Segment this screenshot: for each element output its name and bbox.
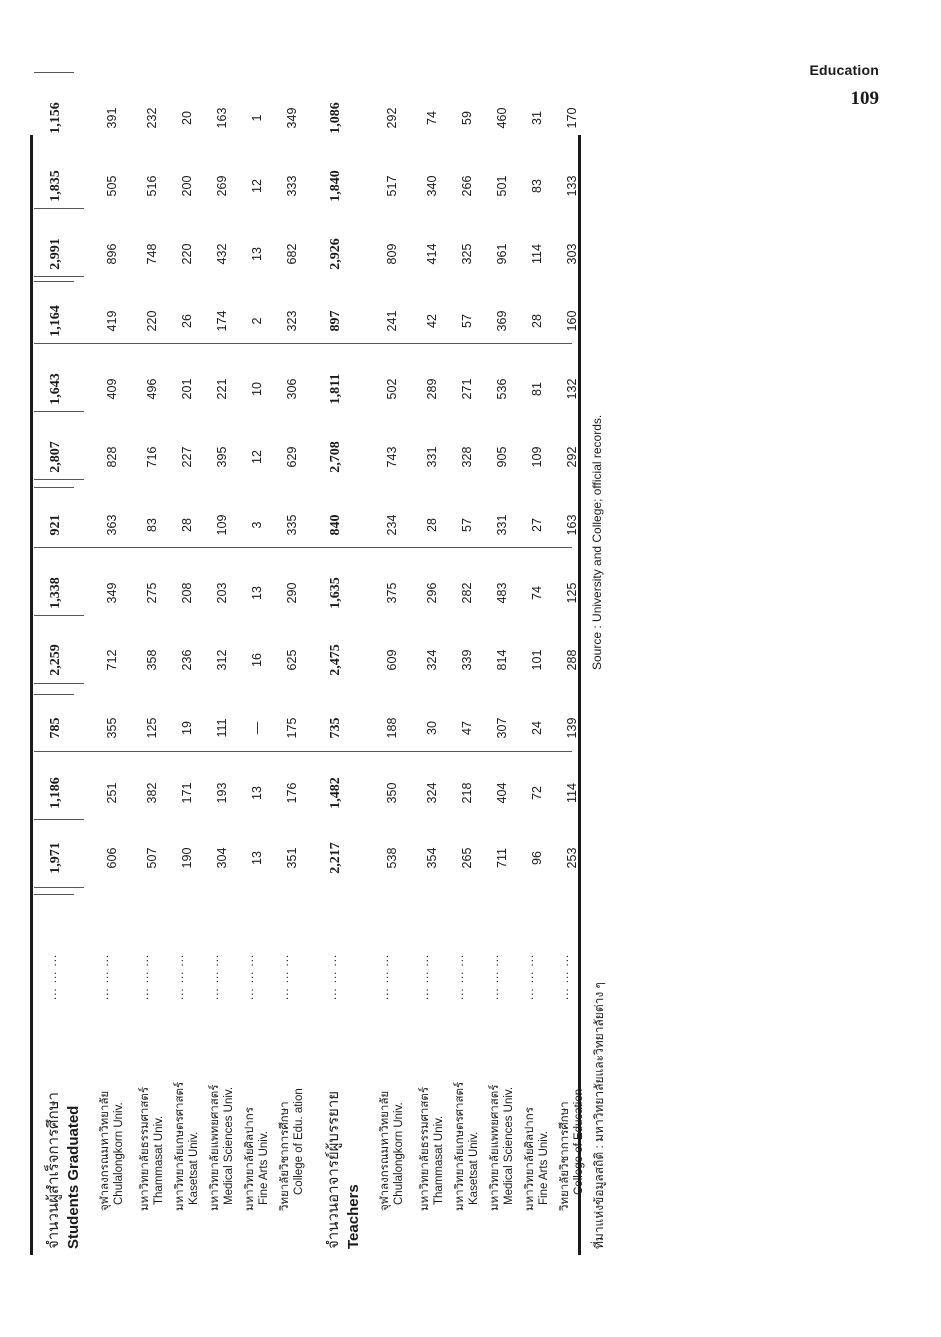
group-total-cell: 2,259 [48,644,63,676]
table-cell: 292 [565,446,579,468]
leader-dots: ... ... ... [559,953,571,1000]
table-cell: 536 [495,378,509,400]
table-cell: 26 [180,314,194,328]
table-cell: 109 [215,514,229,536]
table-cell: 234 [385,514,399,536]
table-cell: 171 [180,782,194,804]
thai-source-footnote: ที่มาแห่งข้อมูลสถิติ : มหาวิทยาลัยและวิทยาลัยต่าง ๆ [592,982,606,1249]
table-cell: 516 [145,175,159,197]
table-cell: 363 [105,514,119,536]
table-cell: 269 [215,175,229,197]
row-label-thai: มหาวิทยาลัยเกษตรศาสตร์ [454,1081,466,1211]
table-cell: 809 [385,243,399,265]
table-cell: 59 [460,111,474,125]
table-cell: 236 [180,649,194,671]
row-label-thai: มหาวิทยาลัยธรรมศาสตร์ [419,1086,431,1211]
table-cell: 896 [105,243,119,265]
row-label-thai: วิทยาลัยวิชาการศึกษา [559,1101,571,1211]
table-cell: 349 [285,107,299,129]
table-cell: 312 [215,649,229,671]
leader-dots: ... ... ... [454,953,466,1000]
table-cell: 200 [180,175,194,197]
table-cell: 606 [105,847,119,869]
row-label-thai: มหาวิทยาลัยแพทยศาสตร์ [489,1084,501,1211]
table-cell: 12 [250,450,264,464]
page-header [810,62,879,110]
table-cell: 354 [425,847,439,869]
table-cell: 139 [565,717,579,739]
table-cell: 265 [460,847,474,869]
table-top-rule [30,135,33,1255]
table-cell: 12 [250,179,264,193]
leader-dots: ... ... ... [209,953,221,1000]
table-cell: 74 [425,111,439,125]
group-total-cell: 1,971 [48,842,63,874]
table-cell: 419 [105,310,119,332]
group-total-cell: 897 [328,310,343,332]
row-label-english: Thammasat Univ. [433,1115,445,1205]
table-cell: 72 [530,786,544,800]
row-label-english: Fine Arts Univ. [258,1131,270,1205]
table-cell: 114 [530,244,544,264]
table-cell: 28 [180,518,194,532]
table-cell: 307 [495,717,509,739]
group-title-english: Teachers [345,1184,362,1249]
leader-dots: ... ... ... [524,953,536,1000]
table-cell: 193 [215,782,229,804]
table-cell: 375 [385,582,399,604]
group-total-cell: 1,835 [48,170,63,202]
group-total-cell: 2,991 [48,238,63,270]
table-cell: 517 [385,175,399,197]
table-cell: 355 [105,717,119,739]
table-cell: 13 [250,247,264,261]
page-number: 109 [850,88,879,109]
table-cell: 351 [285,847,299,869]
table-cell: 501 [495,175,509,197]
table-cell: 188 [385,717,399,739]
table-cell: 133 [565,175,579,197]
leader-dots: ... ... ... [139,953,151,1000]
table-cell: 28 [425,518,439,532]
table-cell: 10 [250,382,264,396]
table-cell: 323 [285,310,299,332]
table-cell: 203 [215,582,229,604]
table-cell: 404 [495,782,509,804]
group-total-cell: 1,643 [48,373,63,405]
table-cell: 296 [425,582,439,604]
group-total-cell: 1,338 [48,577,63,609]
table-cell: 101 [530,649,544,671]
row-label-english: Chulalongkorn Univ. [113,1102,125,1205]
group-total-cell: 2,807 [48,441,63,473]
table-cell: 96 [530,851,544,865]
table-cell: 335 [285,514,299,536]
group-total-cell: 1,086 [328,102,343,134]
group-total-cell: 1,482 [328,777,343,809]
section-title: Education [809,62,879,78]
table-cell: 682 [285,243,299,265]
year-block-divider [34,894,74,895]
leader-dots: ... ... ... [279,953,291,1000]
table-cell: 905 [495,446,509,468]
table-cell: 2 [250,317,264,325]
leader-dots: ... ... ... [379,953,391,1000]
table-cell: 333 [285,175,299,197]
row-label-thai: มหาวิทยาลัยแพทยศาสตร์ [209,1084,221,1211]
group-total-cell: 840 [328,514,343,536]
table-cell: 324 [425,782,439,804]
leader-dots: ... ... ... [327,953,339,1000]
row-label-english: College of Edu. ation [293,1088,305,1195]
table-cell: 609 [385,649,399,671]
year-block-divider [34,487,74,488]
table-cell: 218 [460,782,474,804]
group-title-thai: จำนวนอาจารย์ผู้บรรยาย [325,1090,342,1249]
table-cell: 331 [425,446,439,468]
table-cell: 275 [145,582,159,604]
row-label-english: College of Education [573,1088,585,1195]
year-block-divider [34,72,74,73]
leader-dots: ... ... ... [99,953,111,1000]
table-cell: 290 [285,582,299,604]
table-cell: 289 [425,378,439,400]
year-block-divider [34,694,74,695]
table-cell: 1 [250,114,264,122]
table-cell: 369 [495,310,509,332]
row-label-english: Fine Arts Univ. [538,1131,550,1205]
table-cell: 220 [180,243,194,265]
table-cell: 502 [385,378,399,400]
row-label-thai: มหาวิทยาลัยศิลปากร [244,1107,256,1211]
table-cell: 496 [145,378,159,400]
table-cell: 625 [285,649,299,671]
group-title-thai: จำนวนผู้สำเร็จการศึกษา [45,1092,62,1249]
table-cell: 358 [145,649,159,671]
table-cell: 201 [180,378,194,400]
table-cell: 57 [460,518,474,532]
table-cell: 125 [145,717,159,739]
table-cell: 814 [495,649,509,671]
table-cell: 251 [105,782,119,804]
row-label-english: Thammasat Univ. [153,1115,165,1205]
table-cell: 460 [495,107,509,129]
table-cell: 13 [250,586,264,600]
table-cell: 282 [460,582,474,604]
table-cell: 328 [460,446,474,468]
table-cell: 304 [215,847,229,869]
table-cell: 27 [530,518,544,532]
group-total-cell: 1,811 [328,373,343,405]
table-cell: 712 [105,649,119,671]
group-total-cell: 2,926 [328,238,343,270]
group-total-cell: 735 [328,717,343,739]
table-cell: 507 [145,847,159,869]
table-cell: 483 [495,582,509,604]
row-label-english: Kasetsat Univ. [468,1131,480,1205]
table-cell: 288 [565,649,579,671]
row-label-thai: มหาวิทยาลัยศิลปากร [524,1107,536,1211]
row-label-english: Kasetsat Univ. [188,1131,200,1205]
table-cell: 331 [495,514,509,536]
group-total-cell: 1,840 [328,170,343,202]
leader-dots: ... ... ... [489,953,501,1000]
group-total-cell: 2,708 [328,441,343,473]
row-label-thai: จุฬาลงกรณมหาวิทยาลัย [379,1090,391,1211]
table-cell: 961 [495,243,509,265]
table-cell: 395 [215,446,229,468]
table-cell: 163 [215,107,229,129]
group-total-cell: 1,164 [48,305,63,337]
row-label-thai: มหาวิทยาลัยเกษตรศาสตร์ [174,1081,186,1211]
table-cell: 31 [530,111,544,125]
table-cell: 220 [145,310,159,332]
table-cell: 339 [460,649,474,671]
table-cell: 241 [385,310,399,332]
table-cell: 382 [145,782,159,804]
table-cell: 176 [285,782,299,804]
table-cell: 266 [460,175,474,197]
table-cell: 748 [145,243,159,265]
table-cell: 160 [565,310,579,332]
table-cell: 303 [565,243,579,265]
table-cell: 716 [145,446,159,468]
source-note: Source : University and College; official records. [590,414,604,670]
table-cell: 163 [565,514,579,536]
group-total-cell: 1,635 [328,577,343,609]
table-cell: 828 [105,446,119,468]
row-label-thai: มหาวิทยาลัยธรรมศาสตร์ [139,1086,151,1211]
row-label-thai: จุฬาลงกรณมหาวิทยาลัย [99,1090,111,1211]
table-cell: 24 [530,721,544,735]
table-cell: 227 [180,446,194,468]
table-cell: 16 [250,653,264,667]
table-cell: 391 [105,107,119,129]
table-cell: 3 [250,521,264,529]
group-total-cell: 921 [48,514,63,536]
group-title-english: Students Graduated [65,1105,82,1249]
row-label-thai: วิทยาลัยวิชาการศึกษา [279,1101,291,1211]
group-total-cell: 2,475 [328,644,343,676]
leader-dots: ... ... ... [47,953,59,1000]
row-label-english: Chulalongkorn Univ. [393,1102,405,1205]
group-total-cell: 2,217 [328,842,343,874]
table-cell: 83 [145,518,159,532]
table-cell: 20 [180,111,194,125]
table-cell: 47 [460,721,474,735]
table-cell: 271 [460,378,474,400]
group-total-cell: 785 [48,717,63,739]
table-cell: 409 [105,378,119,400]
table-cell: 13 [250,786,264,800]
table-cell: 306 [285,378,299,400]
table-cell: 349 [105,582,119,604]
table-cell: 340 [425,175,439,197]
table-cell: 13 [250,851,264,865]
leader-dots: ... ... ... [174,953,186,1000]
table-cell: 221 [215,378,229,400]
table-cell: 232 [145,107,159,129]
table-cell: 711 [495,848,509,868]
group-total-cell: 1,186 [48,777,63,809]
table-cell: 114 [565,783,579,803]
table-cell: 743 [385,446,399,468]
table-cell: 81 [530,382,544,396]
table-cell: 28 [530,314,544,328]
table-cell: 292 [385,107,399,129]
table-cell: 125 [565,582,579,604]
leader-dots: ... ... ... [419,953,431,1000]
table-cell: 208 [180,582,194,604]
group-total-cell: 1,156 [48,102,63,134]
education-statistics-table [30,102,620,1255]
table-cell: 175 [285,717,299,739]
table-cell: 190 [180,847,194,869]
table-cell: 538 [385,847,399,869]
table-cell: 111 [215,718,229,738]
table-cell: 432 [215,243,229,265]
table-cell: 174 [215,310,229,332]
table-cell: 19 [180,721,194,735]
table-cell: 57 [460,314,474,328]
table-cell: 170 [565,107,579,129]
table-cell: 132 [565,378,579,400]
table-cell: 325 [460,243,474,265]
table-cell: 253 [565,847,579,869]
table-cell: 324 [425,649,439,671]
table-cell: 74 [530,586,544,600]
leader-dots: ... ... ... [244,953,256,1000]
table-cell: — [250,721,264,735]
table-cell: 109 [530,446,544,468]
row-label-english: Medical Sciences Univ. [503,1086,515,1205]
table-cell: 629 [285,446,299,468]
table-cell: 42 [425,314,439,328]
table-cell: 414 [425,243,439,265]
table-cell: 350 [385,782,399,804]
table-cell: 83 [530,179,544,193]
table-cell: 505 [105,175,119,197]
row-label-english: Medical Sciences Univ. [223,1086,235,1205]
table-cell: 30 [425,721,439,735]
